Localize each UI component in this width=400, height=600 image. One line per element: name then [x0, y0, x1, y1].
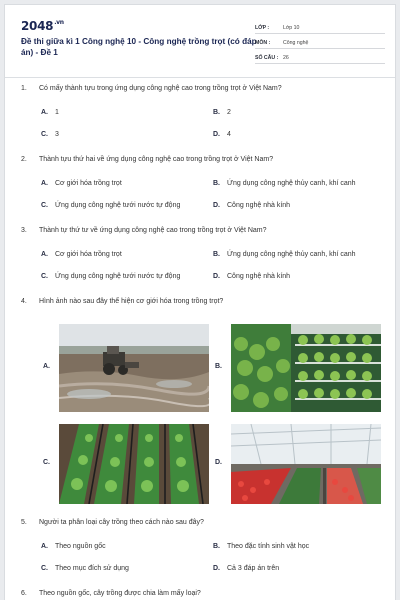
option-text: 4	[227, 131, 231, 138]
option-text: 2	[227, 109, 231, 116]
meta-row-subject	[255, 34, 385, 49]
hydroponic-wall-image[interactable]	[231, 324, 381, 412]
image-option-d-label[interactable]: D.	[215, 459, 222, 466]
tractor-field-image[interactable]	[59, 324, 209, 412]
meta-value: Công nghệ	[283, 40, 309, 46]
option-letter: D.	[213, 131, 220, 138]
meta-key: LỚP :	[255, 25, 270, 31]
option-letter: C.	[41, 273, 48, 280]
question-text	[21, 298, 223, 305]
question-number: 4.	[21, 298, 27, 305]
meta-key: MÔN :	[255, 40, 271, 46]
logo-main: 2048	[21, 19, 54, 33]
option-text: Công nghệ nhà kính	[227, 202, 291, 209]
option-a[interactable]	[41, 180, 122, 187]
option-letter: B.	[213, 109, 220, 116]
question-number: 1.	[21, 85, 27, 92]
option-letter: D.	[213, 565, 220, 572]
exam-page	[4, 4, 396, 600]
question-stem: Thành tựu thứ hai về ứng dụng công nghệ cao trong trồng trọt ở Việt Nam?	[39, 156, 274, 163]
image-option-b-label[interactable]: B.	[215, 363, 222, 370]
question-text	[21, 85, 282, 92]
question-stem: Có mấy thành tựu trong ứng dụng công nghệ cao trong trồng trọt ở Việt Nam?	[39, 85, 282, 92]
option-text: 1	[55, 109, 59, 116]
option-text: Cả 3 đáp án trên	[227, 565, 280, 572]
option-text: Ứng dụng công nghệ tưới nước tự động	[55, 273, 181, 280]
option-letter: B.	[213, 251, 220, 258]
option-b[interactable]	[213, 109, 231, 116]
option-letter: C.	[41, 202, 48, 209]
meta-key: SỐ CÂU :	[255, 55, 279, 61]
meta-row-class	[255, 19, 385, 34]
option-c[interactable]	[41, 131, 59, 138]
option-d[interactable]	[213, 565, 279, 572]
option-a[interactable]	[41, 109, 59, 116]
option-b[interactable]	[213, 251, 356, 258]
image-option-c-label[interactable]: C.	[43, 459, 50, 466]
option-text: 3	[55, 131, 59, 138]
option-text: Theo nguồn gốc	[55, 543, 106, 550]
option-text: Công nghệ nhà kính	[227, 273, 291, 280]
option-letter: D.	[213, 273, 220, 280]
question-stem: Thành tự thứ tư về ứng dụng công nghệ cao trong trồng trọt ở Việt Nam?	[39, 227, 267, 234]
option-a[interactable]	[41, 543, 106, 550]
option-letter: A.	[41, 180, 48, 187]
option-text: Cơ giới hóa trồng trọt	[55, 251, 122, 258]
exam-meta	[255, 19, 385, 64]
question-number: 3.	[21, 227, 27, 234]
option-letter: B.	[213, 180, 220, 187]
option-c[interactable]	[41, 565, 129, 572]
exam-title: Đề thi giữa kì 1 Công nghệ 10 - Công nghệ trồng trọt (có đáp án) - Đề 1	[21, 37, 257, 57]
option-letter: D.	[213, 202, 220, 209]
exam-header	[17, 19, 387, 75]
question-number: 5.	[21, 519, 27, 526]
option-d[interactable]	[213, 202, 290, 209]
option-letter: C.	[41, 131, 48, 138]
option-text: Ứng dụng công nghệ thủy canh, khí canh	[227, 180, 356, 187]
option-letter: A.	[41, 109, 48, 116]
logo-suffix: .vn	[54, 19, 64, 26]
option-b[interactable]	[213, 180, 356, 187]
question-text	[21, 227, 267, 234]
meta-value: 26	[283, 55, 289, 61]
option-text: Theo đặc tính sinh vật học	[227, 543, 310, 550]
option-text: Ứng dụng công nghệ thủy canh, khí canh	[227, 251, 356, 258]
option-a[interactable]	[41, 251, 122, 258]
option-letter: C.	[41, 565, 48, 572]
option-letter: B.	[213, 543, 220, 550]
option-text: Ứng dụng công nghệ tưới nước tự động	[55, 202, 181, 209]
question-number: 6.	[21, 590, 27, 597]
option-letter: A.	[41, 251, 48, 258]
header-divider	[5, 77, 396, 78]
question-stem: Theo nguồn gốc, cây trồng được chia làm mấy loại?	[39, 590, 201, 597]
option-c[interactable]	[41, 273, 180, 280]
question-text	[21, 590, 201, 597]
option-d[interactable]	[213, 273, 290, 280]
option-b[interactable]	[213, 543, 309, 550]
option-text: Cơ giới hóa trồng trọt	[55, 180, 122, 187]
option-letter: A.	[41, 543, 48, 550]
question-stem: Hình ảnh nào sau đây thể hiện cơ giới hóa trong trồng trọt?	[39, 298, 224, 305]
greenhouse-image[interactable]	[231, 424, 381, 504]
meta-value: Lớp 10	[283, 25, 300, 31]
question-stem: Người ta phân loại cây trồng theo cách nào sau đây?	[39, 519, 204, 526]
meta-row-count	[255, 49, 385, 64]
question-text	[21, 156, 273, 163]
drip-irrigation-image[interactable]	[59, 424, 209, 504]
question-text	[21, 519, 204, 526]
option-c[interactable]	[41, 202, 180, 209]
option-text: Theo mục đích sử dụng	[55, 565, 129, 572]
option-d[interactable]	[213, 131, 231, 138]
question-number: 2.	[21, 156, 27, 163]
image-option-a-label[interactable]: A.	[43, 363, 50, 370]
site-logo[interactable]	[21, 19, 64, 33]
